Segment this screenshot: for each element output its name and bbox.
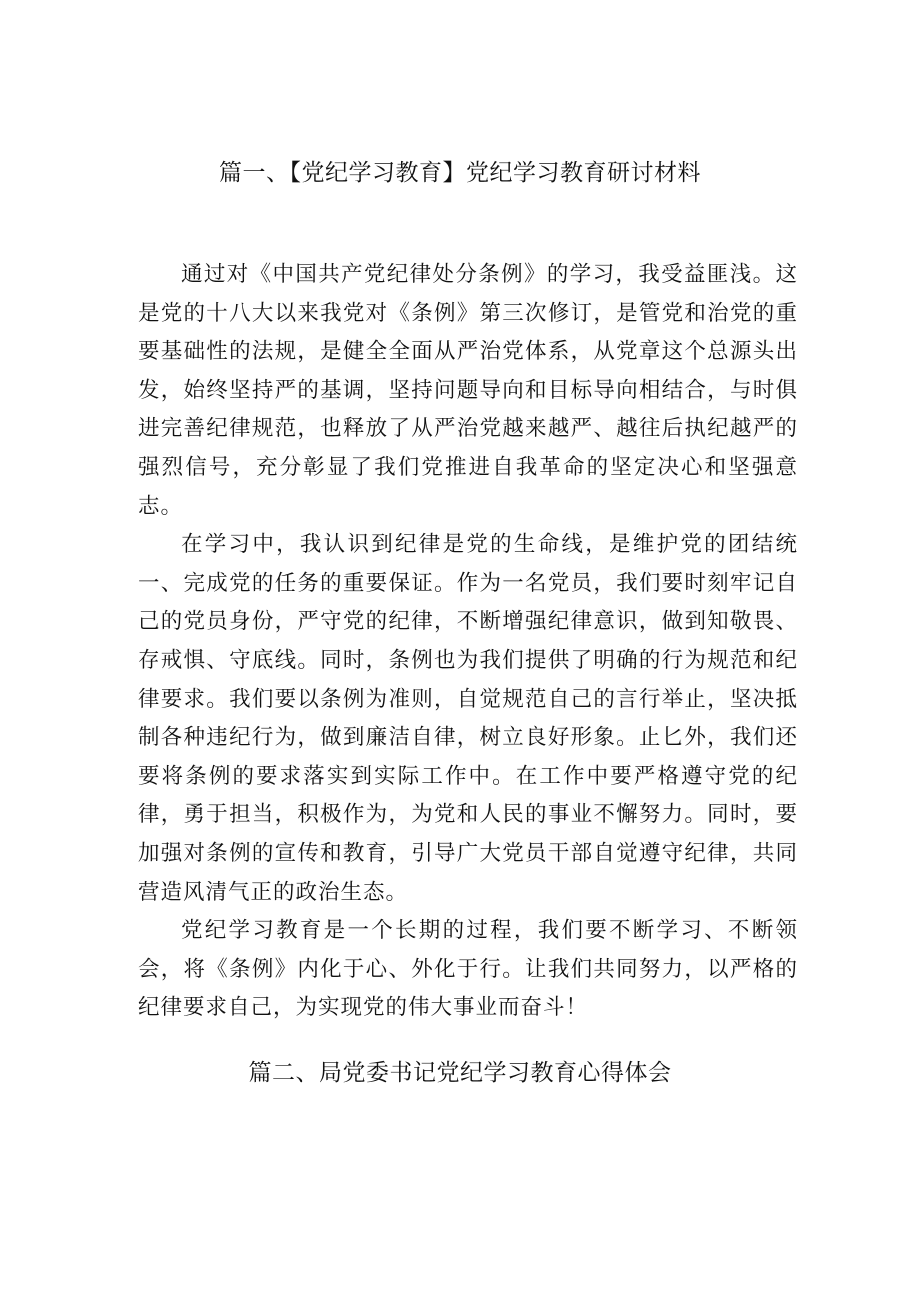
section-1-paragraph: 党纪学习教育是一个长期的过程，我们要不断学习、不断领会，将《条例》内化于心、外化于行。让我们共同努力，以严格的纪律要求自己，为实现党的伟大事业而奋斗！ — [138, 918, 798, 1021]
section-1-paragraph: 通过对《中国共产党纪律处分条例》的学习，我受益匪浅。这是党的十八大以来我党对《条例》第三次修订，是管党和治党的重要基础性的法规，是健全全面从严治党体系，从党章这个总源头出发，始终坚持严的基调，坚持问题导向和目标导向相结合，与时俱进完善纪律规范，也释放了从严治党越来越严、越往后执纪越严的强烈信号，充分彰显了我们党推进自我革命的坚定决心和坚强意志。 — [138, 262, 798, 519]
section-1-paragraph: 在学习中，我认识到纪律是党的生命线，是维护党的团结统一、完成党的任务的重要保证。作为一名党员，我们要时刻牢记自己的党员身份，严守党的纪律，不断增强纪律意识，做到知敬畏、存戒惧、守底线。同时，条例也为我们提供了明确的行为规范和纪律要求。我们要以条例为准则，自觉规范自己的言行举止，坚决抵制各种违纪行为，做到廉洁自律，树立良好形象。止匕外，我们还要将条例的要求落实到实际工作中。在工作中要严格遵守党的纪律，勇于担当，积极作为，为党和人民的事业不懈努力。同时，要加强对条例的宣传和教育，引导广大党员干部自觉遵守纪律，共同营造风清气正的政治生态。 — [138, 532, 798, 905]
section-1-body — [138, 256, 798, 1028]
section-2-title: 篇二、局党委书记党纪学习教育心得体会 — [248, 1060, 672, 1086]
section-1-title: 篇一、【党纪学习教育】党纪学习教育研讨材料 — [219, 160, 701, 186]
